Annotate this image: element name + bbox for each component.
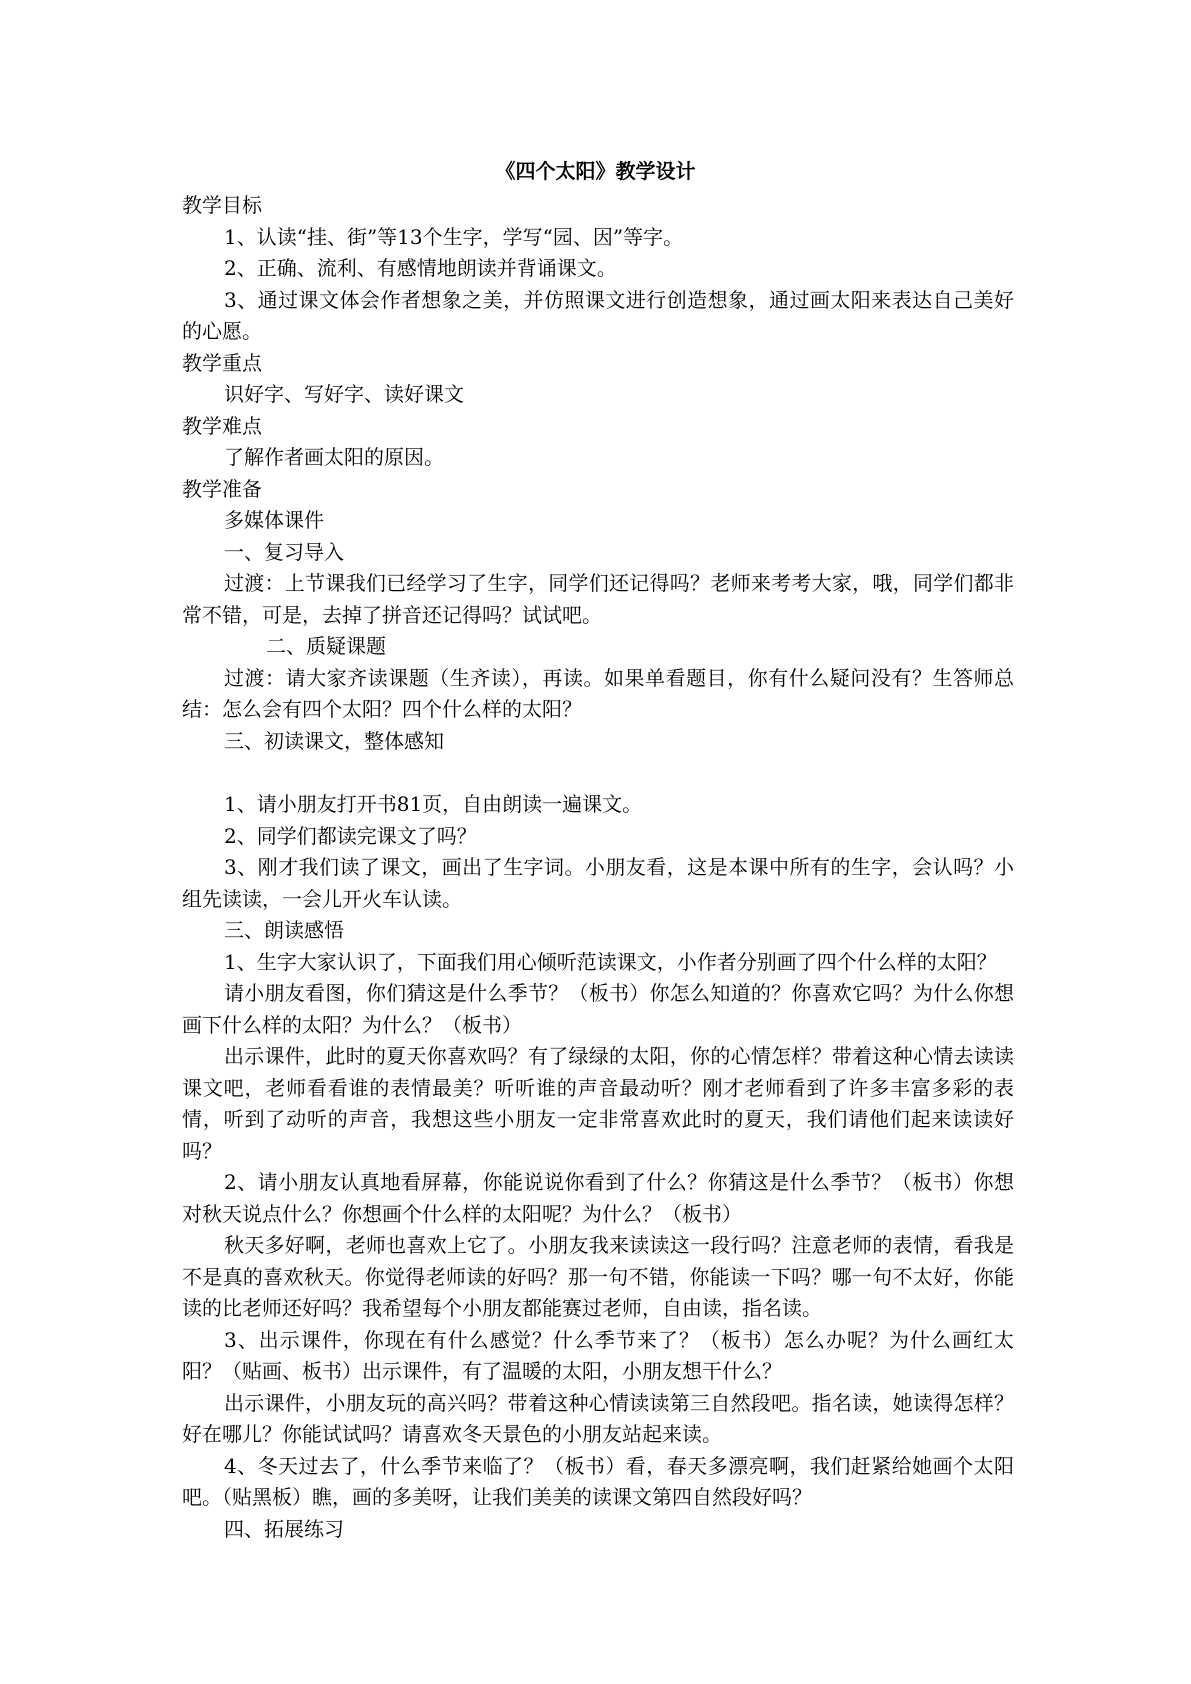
goal-item: 3、通过课文体会作者想象之美，并仿照课文进行创造想象，通过画太阳来表达自己美好的心愿。 [182,287,1014,343]
prep-text: 多媒体课件 [224,508,324,532]
paragraph: 1、请小朋友打开书81页，自由朗读一遍课文。 [224,792,643,816]
paragraph: 过渡：请大家齐读课题（生齐读），再读。如果单看题目，你有什么疑问没有？生答师总结：怎么会有四个太阳？四个什么样的太阳？ [182,665,1014,721]
difficulty-heading: 教学难点 [182,413,262,438]
paragraph: 秋天多好啊，老师也喜欢上它了。小朋友我来读读这一段行吗？注意老师的表情，看我是不是真的喜欢秋天。你觉得老师读的好吗？那一句不错，你能读一下吗？哪一句不太好，你能读的比老师还好吗？我希望每个小朋友都能赛过老师，自由读，指名读。 [182,1233,1014,1320]
paragraph: 4、冬天过去了，什么季节来临了？（板书）看，春天多漂亮啊，我们赶紧给她画个太阳吧。（贴黑板）瞧，画的多美呀，让我们美美的读课文第四自然段好吗？ [182,1453,1014,1509]
goal-item: 2、正确、流利、有感情地朗读并背诵课文。 [224,256,617,280]
paragraph: 1、生字大家认识了，下面我们用心倾听范读课文，小作者分别画了四个什么样的太阳？ [224,949,997,974]
paragraph: 3、刚才我们读了课文，画出了生字词。小朋友看，这是本课中所有的生字，会认吗？小组先读读，一会儿开火车认读。 [182,855,1014,911]
paragraph: 出示课件，小朋友玩的高兴吗？带着这种心情读读第三自然段吧。指名读，她读得怎样？好在哪儿？你能试试吗？请喜欢冬天景色的小朋友站起来读。 [182,1390,1014,1446]
key-text: 识好字、写好字、读好课文 [224,382,464,406]
paragraph: 2、同学们都读完课文了吗？ [224,823,477,848]
paragraph: 3、出示课件，你现在有什么感觉？什么季节来了？（板书）怎么办呢？为什么画红太阳？（贴画、板书）出示课件，有了温暖的太阳，小朋友想干什么？ [182,1327,1014,1383]
key-heading: 教学重点 [182,350,262,375]
section-heading: 一、复习导入 [224,539,344,564]
paragraph: 请小朋友看图，你们猜这是什么季节？（板书）你怎么知道的？你喜欢它吗？为什么你想画下什么样的太阳？为什么？（板书） [182,981,1014,1037]
paragraph: 出示课件，此时的夏天你喜欢吗？有了绿绿的太阳，你的心情怎样？带着这种心情去读读课文吧，老师看看谁的表情最美？听听谁的声音最动听？刚才老师看到了许多丰富多彩的表情，听到了动听的声音，我想这些小朋友一定非常喜欢此时的夏天，我们请他们起来读读好吗？ [182,1044,1014,1163]
blank-line [182,757,1014,789]
difficulty-text: 了解作者画太阳的原因。 [224,445,444,469]
section-heading: 四、拓展练习 [224,1516,344,1541]
paragraph: 2、请小朋友认真地看屏幕，你能说说你看到了什么？你猜这是什么季节？（板书）你想对秋天说点什么？你想画个什么样的太阳呢？为什么？（板书） [182,1170,1014,1226]
paragraph: 过渡：上节课我们已经学习了生字，同学们还记得吗？老师来考考大家，哦，同学们都非常不错，可是，去掉了拼音还记得吗？试试吧。 [182,571,1014,627]
document-body [182,190,1014,1545]
section-heading: 三、初读课文，整体感知 [224,728,444,753]
prep-heading: 教学准备 [182,476,262,501]
document-title: 《四个太阳》教学设计 [495,159,696,183]
goal-item: 1、认读“挂、街”等13个生字，学写“园、因”等字。 [224,224,684,249]
section-heading: 三、朗读感悟 [224,918,344,942]
goals-heading: 教学目标 [182,193,262,217]
section-heading: 二、质疑课题 [266,634,386,658]
